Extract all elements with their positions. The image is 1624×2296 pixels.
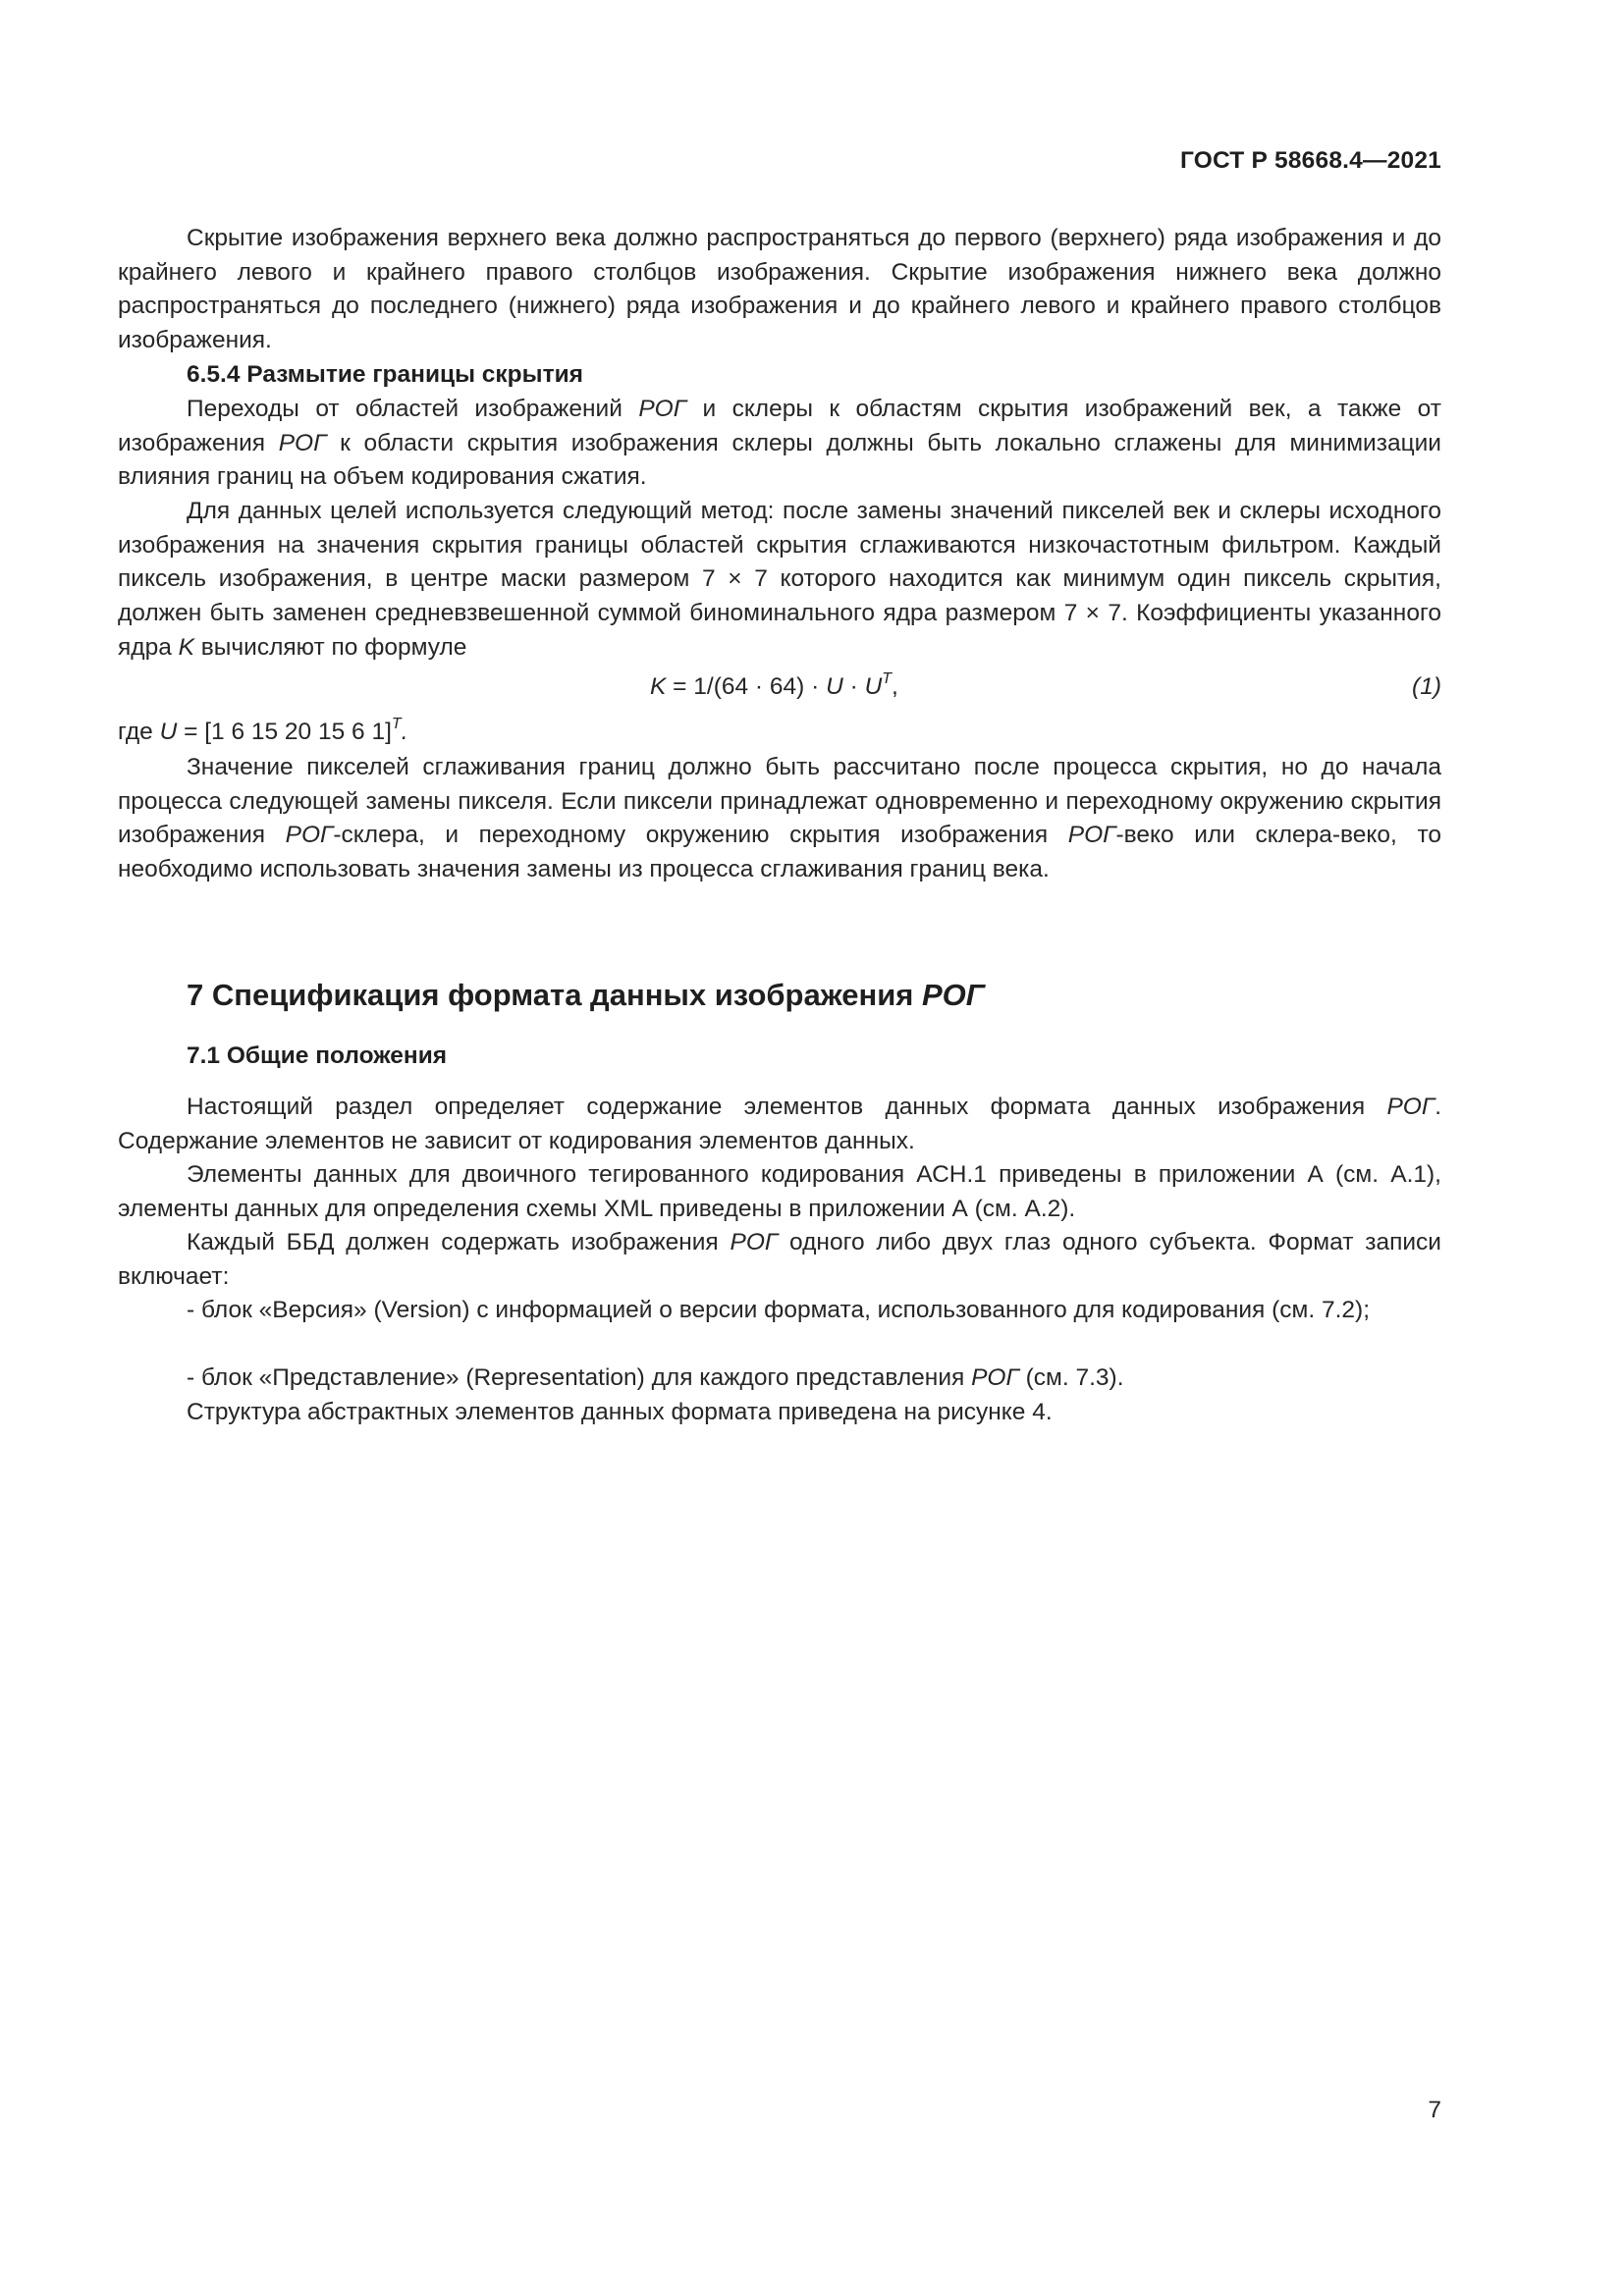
text-run-italic: РОГ xyxy=(278,429,327,456)
text-run-italic: . xyxy=(401,719,408,745)
text-run: (см. 7.3). xyxy=(1018,1364,1124,1391)
text-run-italic: U xyxy=(159,719,178,745)
text-run: . Содержание элементов не зависит от кодирования элементов данных. xyxy=(118,1094,1441,1154)
paragraph-eyelid-masking: Скрытие изображения верхнего века должно распространяться до первого (верхнего) ряда изображения и до крайнего левого и крайнего правого столбцов изображения. Скрытие изображения нижнего века должно распространяться до последнего (нижнего) ряда изображения и до крайнего левого и крайнего правого столбцов изображения. xyxy=(118,225,1441,354)
paragraph-data-elements: Элементы данных для двоичного тегированного кодирования АСН.1 приведены в приложении А (см. А.1), элементы данных для определения схемы XML приведены в приложении А (см. А.2). xyxy=(118,1161,1441,1222)
paragraph-section-scope xyxy=(118,1091,1441,1158)
text-run: одного либо двух глаз одного субъекта. Формат записи включает: xyxy=(118,1229,1441,1290)
paragraph-smoothing-values xyxy=(118,751,1441,887)
text-run: Для данных целей используется следующий метод: после замены значений пикселей век и склеры исходного изображения на значения скрытия границы областей скрытия сглаживаются низкочастотным фильтром. Каждый пиксель изображения, в центре маски размером 7 × 7 которого находится как минимум один пиксель скрытия, должен быть заменен средневзвешенной суммой биноминального ядра размером 7 × 7. Коэффициенты указанного ядра xyxy=(118,498,1441,661)
text-run-italic: РОГ xyxy=(1386,1094,1435,1120)
subsection-heading-7-1: 7.1 Общие положения xyxy=(187,1042,448,1069)
text-run-italic: РОГ xyxy=(285,822,334,849)
text-run-italic: РОГ xyxy=(922,978,985,1012)
formula xyxy=(650,670,898,705)
formula-var: K xyxy=(650,673,667,700)
section-heading-7 xyxy=(187,976,985,1015)
formula-var: U xyxy=(826,673,843,700)
formula-text: , xyxy=(892,673,898,700)
text-run: - блок «Представление» (Representation) для каждого представления xyxy=(187,1364,972,1391)
text-run: = [1 6 15 20 15 6 1] xyxy=(177,719,392,745)
formula-row xyxy=(118,670,1441,706)
formula-where-clause xyxy=(118,716,1441,750)
text-run: и склеры к областям скрытия изображений век, а также от изображения xyxy=(118,396,1441,456)
text-run-italic: РОГ xyxy=(730,1229,779,1255)
paragraph-transitions xyxy=(118,393,1441,495)
text-run-italic: РОГ xyxy=(638,396,687,422)
formula-var: U xyxy=(864,673,883,700)
paragraph-structure-ref: Структура абстрактных элементов данных формата приведена на рисунке 4. xyxy=(187,1399,1053,1425)
text-run: где xyxy=(118,719,160,745)
text-run: к области скрытия изображения склеры должны быть локально сглажены для минимизации влияния границ на объем кодирования сжатия. xyxy=(118,429,1441,491)
formula-superscript: T xyxy=(882,669,893,687)
subsection-heading-6-5-4: 6.5.4 Размытие границы скрытия xyxy=(187,361,583,388)
text-run: вычисляют по формуле xyxy=(193,633,467,661)
list-item-representation-block xyxy=(118,1362,1441,1396)
document-page xyxy=(118,0,1441,2296)
paragraph-bdb-contents xyxy=(118,1226,1441,1294)
document-header-id: ГОСТ Р 58668.4—2021 xyxy=(1180,147,1441,174)
text-run: -склера, и переходному окружению скрытия изображения xyxy=(333,822,1068,849)
text-run: Значение пикселей сглаживания границ должно быть рассчитано после процесса скрытия, но до начала процесса следующей замены пикселя. Если пиксели принадлежат одновременно и переходному окружению скрытия изображения xyxy=(118,754,1441,849)
text-run: -веко или склера-веко, то необходимо использовать значения замены из процесса сглаживания границ века. xyxy=(118,822,1442,883)
text-run: Переходы от областей изображений xyxy=(187,396,639,422)
paragraph-method xyxy=(118,495,1441,666)
formula-superscript: T xyxy=(391,715,402,732)
page-number: 7 xyxy=(1428,2097,1441,2123)
text-run-italic: K xyxy=(178,633,194,661)
text-run: Каждый ББД должен содержать изображения xyxy=(187,1229,731,1255)
text-run-italic: РОГ xyxy=(971,1364,1019,1391)
text-run-italic: РОГ xyxy=(1067,822,1116,849)
text-run: 7 Спецификация формата данных изображения xyxy=(187,978,922,1012)
formula-text: · xyxy=(842,673,865,700)
formula-text: = 1/(64 · 64) · xyxy=(666,673,827,700)
text-run: Настоящий раздел определяет содержание элементов данных формата данных изображения xyxy=(187,1094,1387,1120)
formula-number: (1) xyxy=(1412,673,1441,700)
list-item-version-block: - блок «Версия» (Version) с информацией о версии формата, использованного для кодирования (см. 7.2); xyxy=(187,1297,1371,1323)
